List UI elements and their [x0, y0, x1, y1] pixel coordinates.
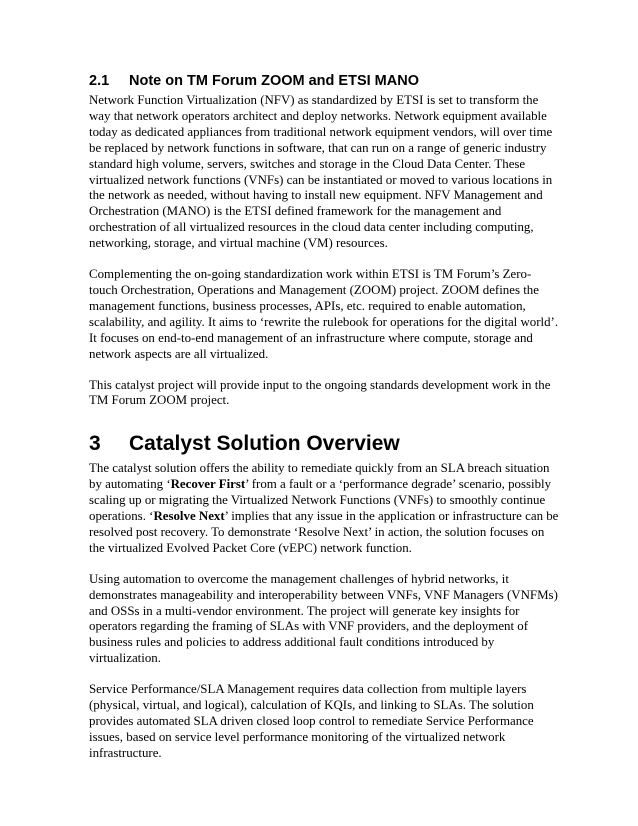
- text-run: ’ from a fault or a ‘performance degrade’ scenario, possibly: [245, 477, 552, 492]
- text-line: scaling up or migrating the Virtualized Network Functions (VNFs) to smoothly continue: [89, 493, 546, 508]
- section-2-1-title: Note on TM Forum ZOOM and ETSI MANO: [129, 73, 419, 89]
- text-line: demonstrates manageability and interoperability between VNFs, VNF Managers (VNFMs): [89, 587, 558, 602]
- automation-paragraph: [89, 571, 558, 667]
- text-line: The catalyst solution offers the ability to remediate quickly from an SLA breach situation: [89, 461, 550, 476]
- text-line: Complementing the on-going standardization work within ETSI is TM Forum’s Zero-: [89, 267, 532, 282]
- text-line: way that network operators architect and deploy networks. Network equipment available: [89, 108, 547, 123]
- text-line: resolved post recovery. To demonstrate ‘Resolve Next’ in action, the solution focuses on: [89, 524, 545, 539]
- text-line: infrastructure.: [89, 745, 162, 760]
- text-line: network aspects are all virtualized.: [89, 346, 269, 361]
- text-line: orchestration of all virtualized resources in the cloud data center including computing,: [89, 220, 534, 235]
- text-line: scalability, and agility. It aims to ‘rewrite the rulebook for operations for the digital world’.: [89, 314, 559, 329]
- text-line: management functions, business processes, APIs, etc. required to enable automation,: [89, 298, 526, 313]
- text-run: by automating ‘: [89, 477, 171, 492]
- text-line: (physical, virtual, and logical), calculation of KQIs, and linking to SLAs. The solution: [89, 698, 534, 713]
- page-content: [89, 72, 559, 777]
- text-line: [89, 477, 554, 493]
- text-line: business rules and policies to address additional fault conditions introduced by: [89, 635, 495, 650]
- resolve-next-term: Resolve Next: [153, 509, 225, 524]
- section-3-number: 3: [89, 432, 101, 456]
- text-line: This catalyst project will provide input to the ongoing standards development work in the: [89, 377, 551, 392]
- text-line: touch Orchestration, Operations and Management (ZOOM) project. ZOOM defines the: [89, 282, 539, 297]
- text-line: the virtualized Evolved Packet Core (vEPC) network function.: [89, 540, 412, 555]
- text-line: issues, based on service level performance monitoring of the virtualized network: [89, 729, 506, 744]
- text-line: and OSSs in a multi-vendor environment. The project will generate key insights for: [89, 603, 520, 618]
- section-3-heading: [89, 431, 554, 457]
- zoom-paragraph: [89, 267, 559, 362]
- text-line: networking, storage, and virtual machine (VM) resources.: [89, 236, 388, 251]
- text-line: Orchestration (MANO) is the ETSI defined framework for the management and: [89, 204, 502, 219]
- section-2-1-number: 2.1: [89, 73, 110, 89]
- text-line: be replaced by network functions in software, that can run on a range of generic industry: [89, 140, 547, 155]
- section-3-title: Catalyst Solution Overview: [129, 432, 400, 456]
- sla-management-paragraph: [89, 682, 554, 762]
- text-run: operations. ‘: [89, 509, 154, 524]
- text-line: Using automation to overcome the management challenges of hybrid networks, it: [89, 571, 509, 586]
- text-line: the network as needed, without having to install new equipment. NFV Management and: [89, 188, 543, 203]
- text-line: today as dedicated appliances from traditional network equipment vendors, will over time: [89, 124, 553, 139]
- catalyst-input-paragraph: [89, 378, 554, 410]
- text-run: ’ implies that any issue in the application or infrastructure can be: [224, 509, 559, 524]
- text-line: provides automated SLA driven closed loop control to remediate Service Performance: [89, 714, 534, 728]
- text-line: [89, 509, 559, 525]
- text-line: Service Performance/SLA Management requires data collection from multiple layers: [89, 682, 527, 697]
- text-line: virtualized network functions (VNFs) can be instantiated or moved to various locations in: [89, 172, 553, 187]
- text-line: operators regarding the framing of SLAs with VNF providers, and the deployment of: [89, 619, 529, 634]
- solution-overview-paragraph: [89, 461, 559, 556]
- section-2-1-heading: [89, 72, 554, 90]
- text-line: standard high volume, servers, switches and storage in the Cloud Data Center. These: [89, 156, 526, 171]
- text-line: TM Forum ZOOM project.: [89, 393, 230, 408]
- recover-first-term: Recover First: [170, 477, 246, 492]
- text-line: virtualization.: [89, 651, 161, 666]
- text-line: It focuses on end-to-end management of an infrastructure where compute, storage and: [89, 330, 533, 345]
- text-line: Network Function Virtualization (NFV) as standardized by ETSI is set to transform the: [89, 93, 539, 107]
- nfv-paragraph: [89, 93, 554, 252]
